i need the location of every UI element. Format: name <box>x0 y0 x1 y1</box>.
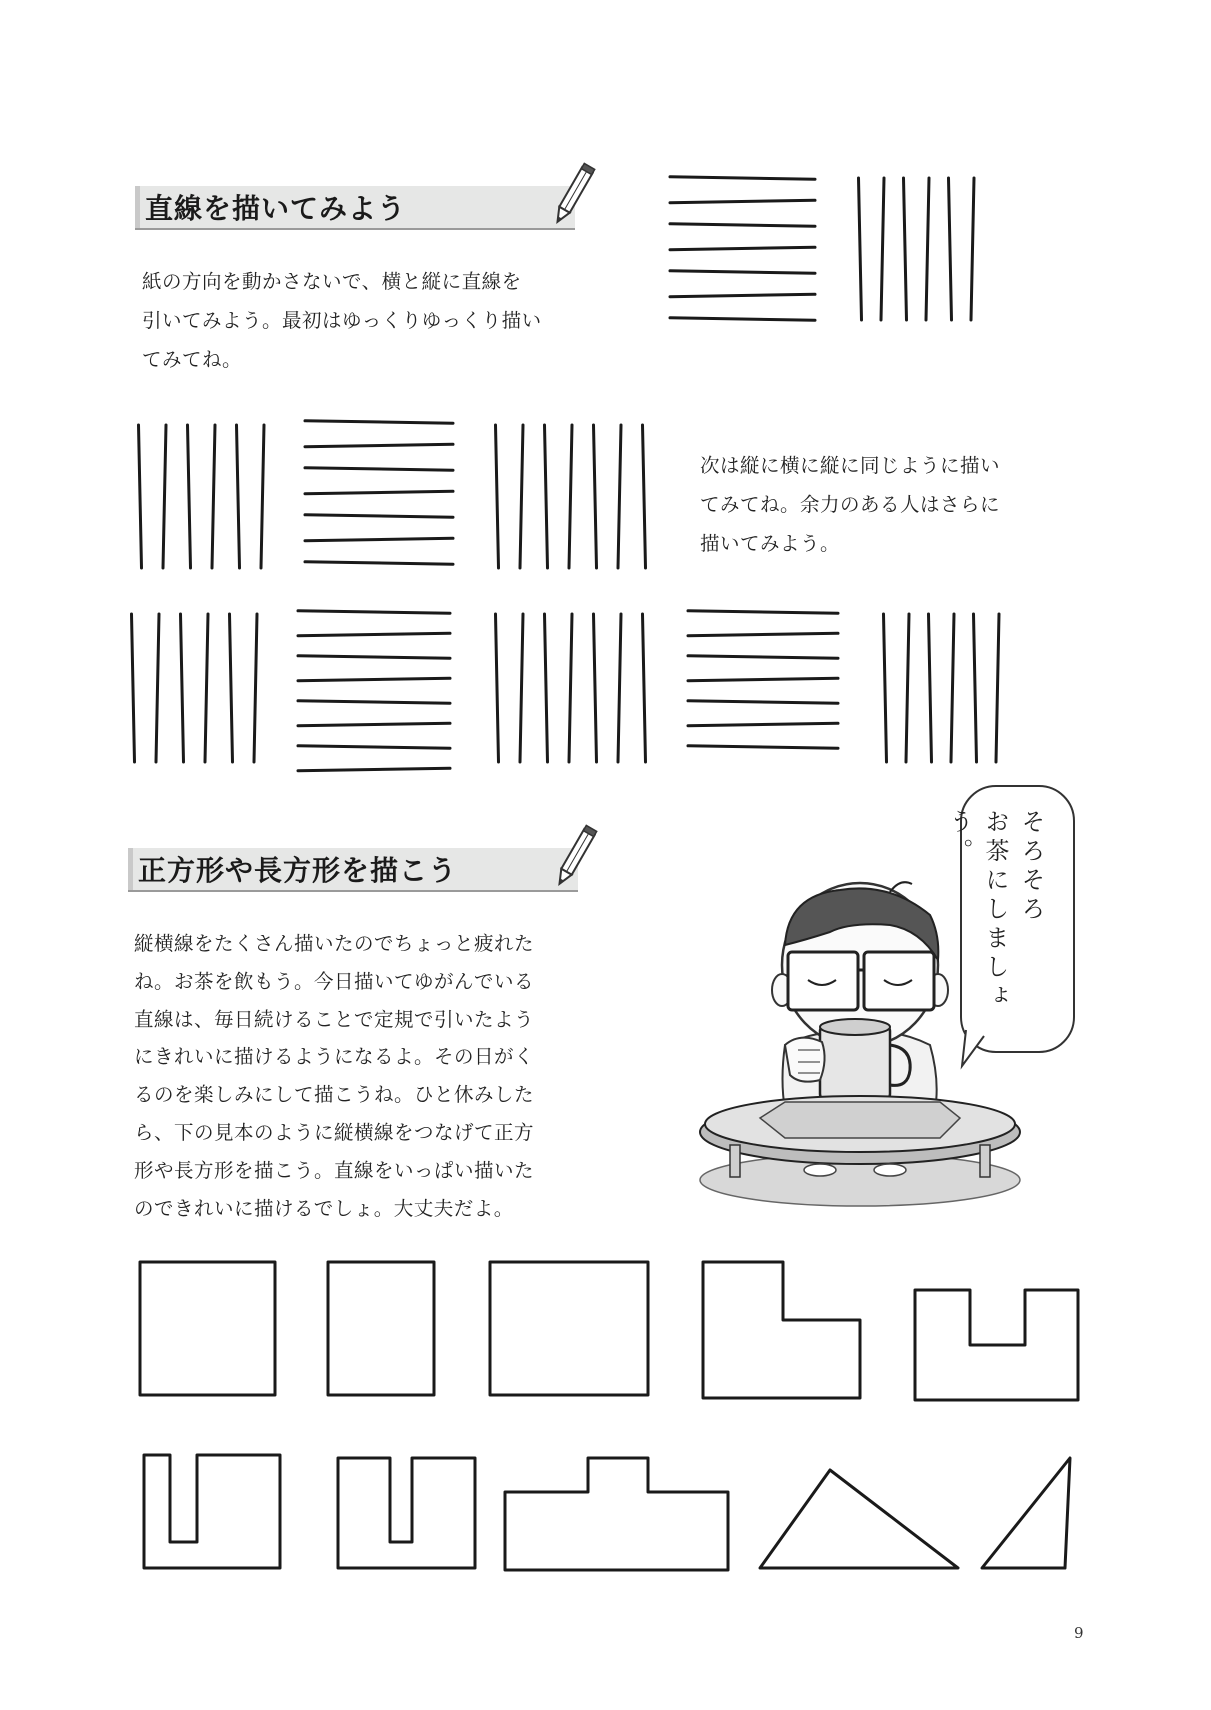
vertical-practice-line <box>569 425 572 568</box>
vertical-practice-line <box>212 425 215 568</box>
vertical-practice-line <box>254 614 257 762</box>
triangle-shape <box>760 1470 958 1568</box>
horizontal-practice-line <box>688 746 838 748</box>
horizontal-practice-line <box>688 701 838 703</box>
text-line: ね。お茶を飲もう。今日描いてゆがんでいる <box>134 969 535 993</box>
speech-line: そろそろ <box>1017 809 1045 925</box>
vertical-practice-line <box>594 614 597 762</box>
vertical-practice-line <box>545 425 548 568</box>
vertical-practice-line <box>904 178 907 320</box>
vertical-practice-line <box>971 178 974 320</box>
square-shape <box>140 1262 275 1395</box>
u-shape <box>915 1290 1078 1400</box>
vertical-practice-line <box>643 425 646 568</box>
vertical-practice-line <box>520 425 523 568</box>
vertical-practice-line <box>949 178 952 320</box>
vertical-practice-line <box>594 425 597 568</box>
text-line: てみてね。 <box>142 348 243 371</box>
horizontal-practice-line <box>688 656 838 658</box>
horizontal-practice-line <box>305 444 453 446</box>
vertical-practice-line <box>929 614 932 762</box>
vertical-practice-line <box>132 614 135 762</box>
page-number: 9 <box>1074 1624 1084 1642</box>
horizontal-practice-line <box>670 271 815 273</box>
horizontal-practice-line <box>670 200 815 202</box>
horizontal-practice-line <box>298 723 450 725</box>
horizontal-practice-line <box>305 538 453 540</box>
l-shape <box>703 1262 860 1398</box>
vertical-practice-line <box>261 425 264 568</box>
horizontal-practice-line <box>298 656 450 658</box>
vertical-practice-line <box>237 425 240 568</box>
vertical-practice-line <box>618 614 621 762</box>
pencil-icon <box>550 822 600 892</box>
vertical-practice-line <box>181 614 184 762</box>
horizontal-practice-line <box>670 224 815 226</box>
rectangle-shape <box>490 1262 648 1395</box>
vertical-practice-line <box>859 178 862 320</box>
vertical-practice-line <box>618 425 621 568</box>
vertical-practice-line <box>230 614 233 762</box>
horizontal-practice-line <box>688 611 838 613</box>
horizontal-practice-line <box>670 294 815 296</box>
horizontal-practice-line <box>298 746 450 748</box>
horizontal-practice-line <box>298 678 450 680</box>
u-shape <box>338 1458 475 1568</box>
vertical-practice-line <box>545 614 548 762</box>
vertical-practice-line <box>996 614 999 762</box>
vertical-practice-line <box>884 614 887 762</box>
horizontal-practice-line <box>688 723 838 725</box>
vertical-practice-line <box>156 614 159 762</box>
horizontal-practice-line <box>298 768 450 770</box>
speech-line: お茶にしましょう。 <box>945 809 1009 1012</box>
section-title: 正方形や長方形を描こう <box>138 854 458 887</box>
vertical-practice-line <box>974 614 977 762</box>
horizontal-practice-line <box>688 678 838 680</box>
section-heading-rectangles <box>128 848 578 892</box>
text-line: にきれいに描けるようになるよ。その日がく <box>134 1045 535 1069</box>
text-line: 形や長方形を描こう。直線をいっぱい描いた <box>134 1158 535 1182</box>
horizontal-practice-line <box>305 491 453 493</box>
text-line: るのを楽しみにして描こうね。ひと休みした <box>134 1083 535 1107</box>
horizontal-practice-line <box>305 421 453 423</box>
horizontal-practice-line <box>670 177 815 179</box>
vertical-practice-line <box>906 614 909 762</box>
rectangle-shape <box>328 1262 434 1395</box>
text-line: てみてね。余力のある人はさらに <box>700 493 1001 516</box>
horizontal-practice-line <box>298 611 450 613</box>
vertical-practice-line <box>496 614 499 762</box>
horizontal-practice-line <box>305 562 453 564</box>
vertical-practice-line <box>520 614 523 762</box>
right-triangle-shape <box>982 1458 1070 1568</box>
line-practice-drawings <box>0 0 1211 800</box>
vertical-practice-line <box>496 425 499 568</box>
horizontal-practice-line <box>305 468 453 470</box>
vertical-practice-line <box>205 614 208 762</box>
text-line: 直線は、毎日続けることで定規で引いたよう <box>134 1007 535 1031</box>
t-shape <box>505 1458 728 1570</box>
vertical-practice-line <box>926 178 929 320</box>
vertical-practice-line <box>139 425 142 568</box>
vertical-practice-line <box>643 614 646 762</box>
horizontal-practice-line <box>298 701 450 703</box>
vertical-practice-line <box>569 614 572 762</box>
text-line: 紙の方向を動かさないで、横と縦に直線を <box>142 270 522 293</box>
horizontal-practice-line <box>305 515 453 517</box>
text-line: 縦横線をたくさん描いたのでちょっと疲れた <box>134 932 535 955</box>
text-line: ら、下の見本のように縦横線をつなげて正方 <box>134 1120 535 1144</box>
vertical-practice-line <box>188 425 191 568</box>
man-drinking-tea-illustration <box>690 870 1030 1210</box>
section2-paragraph <box>134 925 534 1227</box>
vertical-practice-line <box>163 425 166 568</box>
horizontal-practice-line <box>688 633 838 635</box>
vertical-practice-line <box>951 614 954 762</box>
text-line: のできれいに描けるでしょ。大丈夫だよ。 <box>134 1196 514 1220</box>
text-line: 引いてみよう。最初はゆっくりゆっくり描い <box>142 309 542 332</box>
horizontal-practice-line <box>670 318 815 320</box>
section-title: 直線を描いてみよう <box>145 192 407 225</box>
horizontal-practice-line <box>670 247 815 249</box>
vertical-practice-line <box>881 178 884 320</box>
text-line: 次は縦に横に縦に同じように描い <box>700 454 1001 477</box>
horizontal-practice-line <box>298 633 450 635</box>
u-shape <box>144 1455 280 1568</box>
text-line: 描いてみよう。 <box>700 532 841 555</box>
